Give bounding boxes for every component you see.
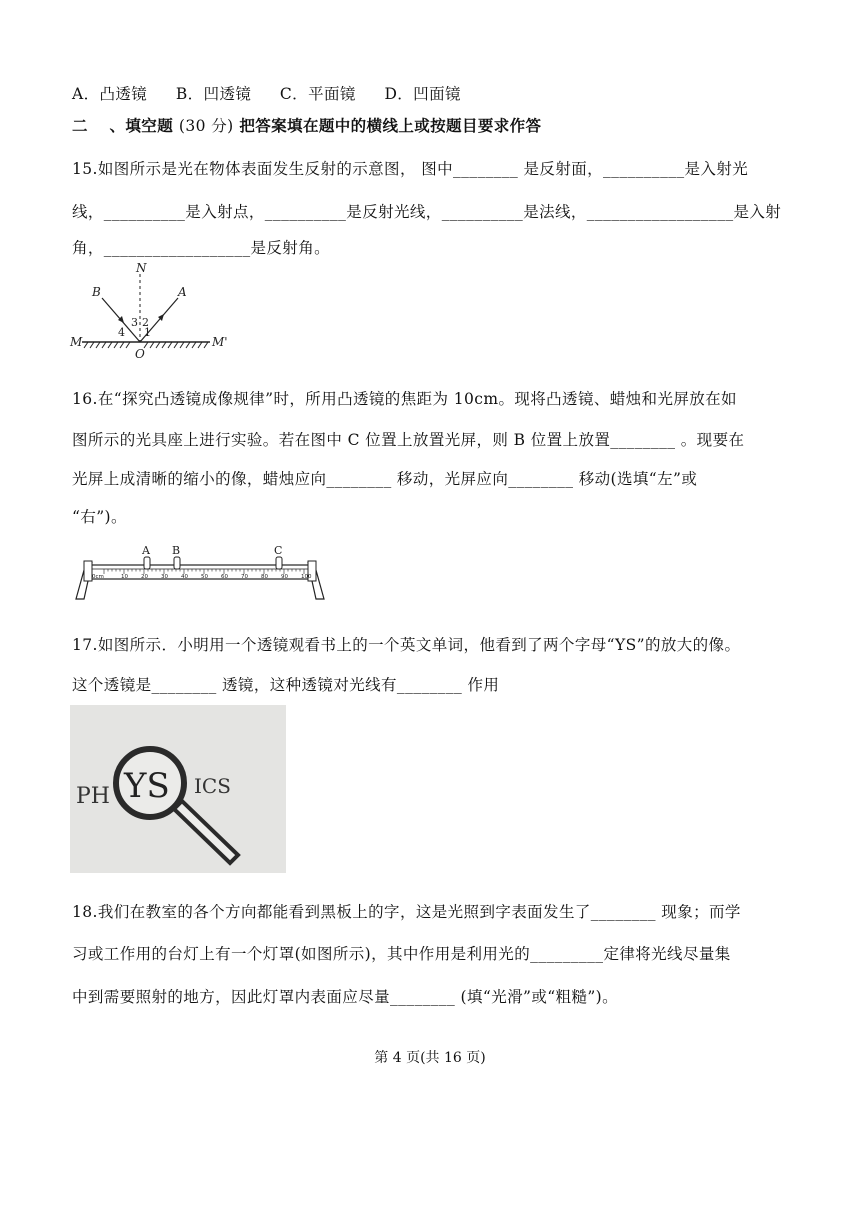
q16-line3: 光屏上成清晰的缩小的像，蜡烛应向________ 移动，光屏应向________ 移动(选填“左”或	[72, 470, 698, 488]
q18-line2: 习或工作用的台灯上有一个灯罩(如图所示)，其中作用是利用光的_________定律将光线尽量集	[72, 945, 731, 963]
q17-line1	[72, 633, 740, 655]
page-footer: 第 4 页(共 16 页)	[374, 1050, 486, 1066]
label-n: N	[136, 261, 147, 275]
q18-number: 18.	[72, 903, 98, 921]
magnifier-photo	[70, 705, 286, 873]
label-o: O	[135, 347, 145, 361]
option-d: D．凹面镜	[384, 85, 461, 103]
section-title: 、填空题	[109, 116, 174, 135]
angle-3: 3	[131, 316, 138, 329]
bench-label-a: A	[142, 544, 150, 557]
q15-line3: 角，__________________是反射角。	[72, 239, 331, 257]
section-header	[72, 114, 541, 136]
bench-tick-label: 40	[181, 574, 188, 580]
bench-tick-label: 70	[241, 574, 248, 580]
q16-line2: 图所示的光具座上进行实验。若在图中 C 位置上放置光屏，则 B 位置上放置________ 。现要在	[72, 431, 745, 449]
q15-line2: 线，__________是入射点，__________是反射光线，__________是法线，__________________是入射	[72, 203, 782, 221]
bench-tick-label: 50	[201, 574, 208, 580]
bench-tick-label: 80	[261, 574, 268, 580]
q16-text1: 在“探究凸透镜成像规律”时，所用凸透镜的焦距为 10cm。现将凸透镜、蜡烛和光屏放在如	[97, 390, 737, 408]
magnifier-handle	[174, 801, 238, 863]
photo-text-ph: PH	[76, 784, 110, 809]
options-line	[72, 82, 461, 104]
angle-4: 4	[118, 326, 125, 339]
q15-text1: 如图所示是光在物体表面发生反射的示意图， 图中________ 是反射面，__________是入射光	[97, 160, 749, 178]
q16-number: 16.	[72, 390, 98, 408]
scale-start: 0cm	[92, 574, 104, 580]
bench-tick-label: 10	[121, 574, 128, 580]
bench-tick-label: 90	[281, 574, 288, 580]
bench-tick-label: 20	[141, 574, 148, 580]
angle-2: 2	[142, 316, 149, 329]
section-instruction: 把答案填在题中的横线上或按题目要求作答	[239, 116, 542, 135]
bench-label-c: C	[274, 544, 283, 557]
label-m-prime: M'	[212, 335, 228, 349]
photo-text-ics: ICS	[194, 774, 231, 798]
option-c: C．平面镜	[279, 85, 356, 103]
section-score: (30 分)	[178, 117, 234, 135]
option-b: B．凹透镜	[175, 85, 252, 103]
q16-line1	[72, 387, 737, 409]
bench-tick-label: 100	[301, 574, 312, 580]
q15-number: 15.	[72, 160, 98, 178]
optical-bench-diagram	[72, 543, 332, 603]
section-num: 二	[72, 116, 88, 135]
reflection-diagram	[68, 262, 248, 362]
option-a: A．凸透镜	[72, 85, 148, 103]
q18-text1: 我们在教室的各个方向都能看到黑板上的字，这是光照到字表面发生了________ 现象；而学	[97, 903, 741, 921]
q18-line1	[72, 900, 741, 922]
q17-text1: 如图所示．小明用一个透镜观看书上的一个英文单词，他看到了两个字母“YS”的放大的像。	[97, 636, 741, 654]
label-m: M	[70, 335, 83, 349]
q15-line1	[72, 157, 748, 179]
q16-line4: “右”)。	[72, 508, 127, 526]
label-b: B	[92, 285, 101, 299]
photo-text-ys: YS	[124, 766, 170, 806]
q17-line2: 这个透镜是________ 透镜，这种透镜对光线有________ 作用	[72, 676, 500, 694]
angle-1: 1	[144, 326, 151, 339]
bench-label-b: B	[172, 544, 181, 557]
q17-number: 17.	[72, 636, 98, 654]
q18-line3: 中到需要照射的地方，因此灯罩内表面应尽量________ (填“光滑”或“粗糙”)。	[72, 988, 619, 1006]
label-a: A	[178, 285, 187, 299]
bench-tick-label: 60	[221, 574, 228, 580]
bench-tick-label: 30	[161, 574, 168, 580]
